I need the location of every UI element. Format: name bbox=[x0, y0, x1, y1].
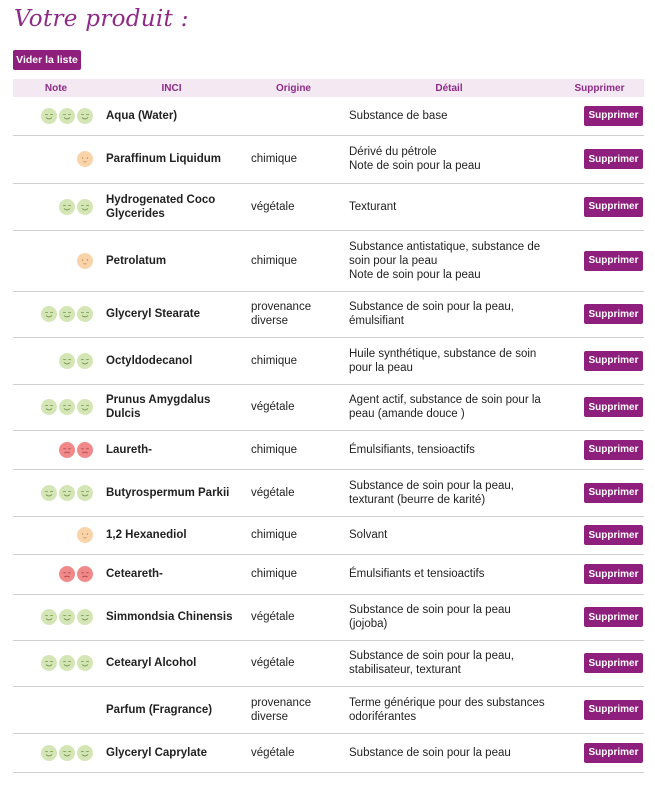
delete-button[interactable]: Supprimer bbox=[584, 351, 643, 371]
delete-button[interactable]: Supprimer bbox=[584, 397, 643, 417]
delete-cell bbox=[555, 554, 644, 594]
delete-cell bbox=[555, 384, 644, 430]
smiley-good-icon bbox=[77, 199, 93, 215]
delete-cell bbox=[555, 469, 644, 516]
origin-value: chimique bbox=[244, 337, 343, 384]
rating-cell bbox=[13, 384, 99, 430]
table-row bbox=[13, 733, 644, 772]
detail-cell bbox=[343, 97, 555, 135]
delete-button[interactable]: Supprimer bbox=[584, 106, 643, 126]
inci-name: 1,2 Hexanediol bbox=[99, 516, 244, 554]
delete-button[interactable]: Supprimer bbox=[584, 197, 643, 217]
detail-text: Terme générique pour des substances odoriférantes bbox=[349, 696, 545, 723]
rating-cell bbox=[13, 554, 99, 594]
detail-text: Texturant bbox=[349, 200, 397, 213]
delete-cell bbox=[555, 97, 644, 135]
rating-cell bbox=[13, 183, 99, 230]
detail-text: Substance de soin pour la peau, émulsifiant bbox=[349, 301, 514, 327]
delete-button[interactable]: Supprimer bbox=[584, 564, 643, 584]
table-row bbox=[13, 554, 644, 594]
table-row bbox=[13, 230, 644, 291]
detail-text: Substance de soin pour la peau, stabilisateur, texturant bbox=[349, 650, 514, 676]
detail-cell bbox=[343, 183, 555, 230]
detail-cell bbox=[343, 135, 555, 183]
inci-name: Octyldodecanol bbox=[99, 337, 244, 384]
inci-name: Hydrogenated Coco Glycerides bbox=[99, 183, 244, 230]
table-row bbox=[13, 337, 644, 384]
inci-name: Simmondsia Chinensis bbox=[99, 594, 244, 640]
detail-text: Substance de soin pour la peau bbox=[349, 746, 511, 759]
smiley-good-icon bbox=[59, 745, 75, 761]
rating-cell bbox=[13, 430, 99, 469]
origin-value: chimique bbox=[244, 230, 343, 291]
table-row bbox=[13, 291, 644, 337]
rating-cell bbox=[13, 516, 99, 554]
smiley-good-icon bbox=[77, 353, 93, 369]
smiley-good-icon bbox=[41, 655, 57, 671]
origin-value: végétale bbox=[244, 469, 343, 516]
origin-value: chimique bbox=[244, 516, 343, 554]
inci-name: Paraffinum Liquidum bbox=[99, 135, 244, 183]
rating-cell bbox=[13, 230, 99, 291]
smiley-good-icon bbox=[59, 108, 75, 124]
delete-button[interactable]: Supprimer bbox=[584, 653, 643, 673]
rating-cell bbox=[13, 469, 99, 516]
delete-cell bbox=[555, 430, 644, 469]
detail-cell bbox=[343, 384, 555, 430]
detail-text: Dérivé du pétrole bbox=[349, 146, 437, 158]
smiley-good-icon bbox=[77, 655, 93, 671]
detail-text: Note de soin pour la peau bbox=[349, 160, 481, 172]
detail-cell bbox=[343, 686, 555, 733]
detail-text: Substance de base bbox=[349, 109, 448, 122]
detail-cell bbox=[343, 594, 555, 640]
origin-value: végétale bbox=[244, 640, 343, 686]
smiley-good-icon bbox=[59, 655, 75, 671]
detail-cell bbox=[343, 640, 555, 686]
table-row bbox=[13, 430, 644, 469]
inci-name: Butyrospermum Parkii bbox=[99, 469, 244, 516]
inci-name: Petrolatum bbox=[99, 230, 244, 291]
detail-cell bbox=[343, 291, 555, 337]
delete-cell bbox=[555, 337, 644, 384]
delete-button[interactable]: Supprimer bbox=[584, 525, 643, 545]
delete-cell bbox=[555, 291, 644, 337]
delete-button[interactable]: Supprimer bbox=[584, 743, 643, 763]
delete-cell bbox=[555, 516, 644, 554]
smiley-good-icon bbox=[41, 745, 57, 761]
smiley-neutral-icon bbox=[77, 527, 93, 543]
smiley-good-icon bbox=[77, 399, 93, 415]
detail-cell bbox=[343, 554, 555, 594]
detail-text: Substance antistatique, substance de soin pour la peau bbox=[349, 240, 541, 267]
table-row bbox=[13, 686, 644, 733]
page-title: Votre produit : bbox=[14, 6, 189, 32]
header-note: Note bbox=[44, 82, 68, 94]
delete-cell bbox=[555, 733, 644, 772]
detail-cell bbox=[343, 516, 555, 554]
smiley-good-icon bbox=[59, 353, 75, 369]
smiley-good-icon bbox=[77, 609, 93, 625]
origin-value: végétale bbox=[244, 733, 343, 772]
inci-name: Glyceryl Caprylate bbox=[99, 733, 244, 772]
origin-value: chimique bbox=[244, 554, 343, 594]
delete-button[interactable]: Supprimer bbox=[584, 440, 643, 460]
smiley-bad-icon bbox=[77, 442, 93, 458]
delete-button[interactable]: Supprimer bbox=[584, 149, 643, 169]
detail-text: Solvant bbox=[349, 529, 388, 541]
detail-cell bbox=[343, 733, 555, 772]
table-row bbox=[13, 135, 644, 183]
table-row bbox=[13, 469, 644, 516]
smiley-good-icon bbox=[77, 108, 93, 124]
smiley-neutral-icon bbox=[77, 253, 93, 269]
smiley-good-icon bbox=[41, 108, 57, 124]
delete-cell bbox=[555, 230, 644, 291]
table-row bbox=[13, 97, 644, 135]
origin-value: provenance diverse bbox=[244, 291, 343, 337]
table-header-row bbox=[13, 79, 644, 97]
delete-button[interactable]: Supprimer bbox=[584, 251, 643, 271]
delete-button[interactable]: Supprimer bbox=[584, 607, 643, 627]
rating-cell bbox=[13, 594, 99, 640]
header-delete: Supprimer bbox=[574, 82, 625, 94]
origin-value: végétale bbox=[244, 594, 343, 640]
rating-cell bbox=[13, 337, 99, 384]
detail-cell bbox=[343, 337, 555, 384]
detail-text: Émulsifiants et tensioactifs bbox=[349, 568, 485, 580]
inci-name: Ceteareth- bbox=[99, 554, 244, 594]
clear-list-button[interactable]: Vider la liste bbox=[13, 50, 81, 70]
table-row bbox=[13, 183, 644, 230]
rating-cell bbox=[13, 686, 99, 733]
detail-cell bbox=[343, 230, 555, 291]
inci-name: Laureth- bbox=[99, 430, 244, 469]
origin-value: chimique bbox=[244, 430, 343, 469]
rating-cell bbox=[13, 291, 99, 337]
delete-cell bbox=[555, 594, 644, 640]
delete-cell bbox=[555, 686, 644, 733]
inci-name: Cetearyl Alcohol bbox=[99, 640, 244, 686]
delete-button[interactable]: Supprimer bbox=[584, 483, 643, 503]
detail-cell bbox=[343, 430, 555, 469]
delete-button[interactable]: Supprimer bbox=[584, 700, 643, 720]
origin-value: végétale bbox=[244, 183, 343, 230]
smiley-bad-icon bbox=[59, 442, 75, 458]
detail-text: Émulsifiants, tensioactifs bbox=[349, 443, 475, 456]
table-row bbox=[13, 640, 644, 686]
smiley-good-icon bbox=[59, 609, 75, 625]
header-detail: Détail bbox=[435, 82, 463, 94]
inci-name: Prunus Amygdalus Dulcis bbox=[99, 384, 244, 430]
rating-cell bbox=[13, 97, 99, 135]
smiley-good-icon bbox=[59, 399, 75, 415]
smiley-good-icon bbox=[77, 306, 93, 322]
table-row bbox=[13, 384, 644, 430]
inci-name: Glyceryl Stearate bbox=[99, 291, 244, 337]
header-inci: INCI bbox=[161, 82, 182, 94]
table-row bbox=[13, 594, 644, 640]
header-origin: Origine bbox=[275, 82, 311, 94]
delete-cell bbox=[555, 135, 644, 183]
smiley-good-icon bbox=[41, 306, 57, 322]
smiley-neutral-icon bbox=[77, 151, 93, 167]
inci-name: Parfum (Fragrance) bbox=[99, 686, 244, 733]
origin-value: chimique bbox=[244, 135, 343, 183]
smiley-good-icon bbox=[59, 485, 75, 501]
rating-cell bbox=[13, 135, 99, 183]
delete-cell bbox=[555, 640, 644, 686]
origin-value bbox=[244, 97, 343, 135]
smiley-bad-icon bbox=[77, 566, 93, 582]
detail-text: Substance de soin pour la peau, texturant (beurre de karité) bbox=[349, 479, 514, 506]
smiley-good-icon bbox=[77, 485, 93, 501]
smiley-good-icon bbox=[41, 485, 57, 501]
smiley-good-icon bbox=[59, 199, 75, 215]
smiley-bad-icon bbox=[59, 566, 75, 582]
detail-cell bbox=[343, 469, 555, 516]
ingredients-table bbox=[13, 79, 644, 773]
rating-cell bbox=[13, 640, 99, 686]
table-row bbox=[13, 516, 644, 554]
smiley-good-icon bbox=[59, 306, 75, 322]
inci-name: Aqua (Water) bbox=[99, 97, 244, 135]
detail-text: Agent actif, substance de soin pour la peau (amande douce ) bbox=[349, 394, 541, 420]
delete-button[interactable]: Supprimer bbox=[584, 304, 643, 324]
smiley-good-icon bbox=[41, 399, 57, 415]
detail-text: Note de soin pour la peau bbox=[349, 268, 481, 281]
rating-cell bbox=[13, 733, 99, 772]
delete-cell bbox=[555, 183, 644, 230]
origin-value: provenance diverse bbox=[244, 686, 343, 733]
detail-text: Substance de soin pour la peau (jojoba) bbox=[349, 604, 511, 630]
origin-value: végétale bbox=[244, 384, 343, 430]
smiley-good-icon bbox=[41, 609, 57, 625]
detail-text: Huile synthétique, substance de soin pour la peau bbox=[349, 347, 537, 374]
smiley-good-icon bbox=[77, 745, 93, 761]
